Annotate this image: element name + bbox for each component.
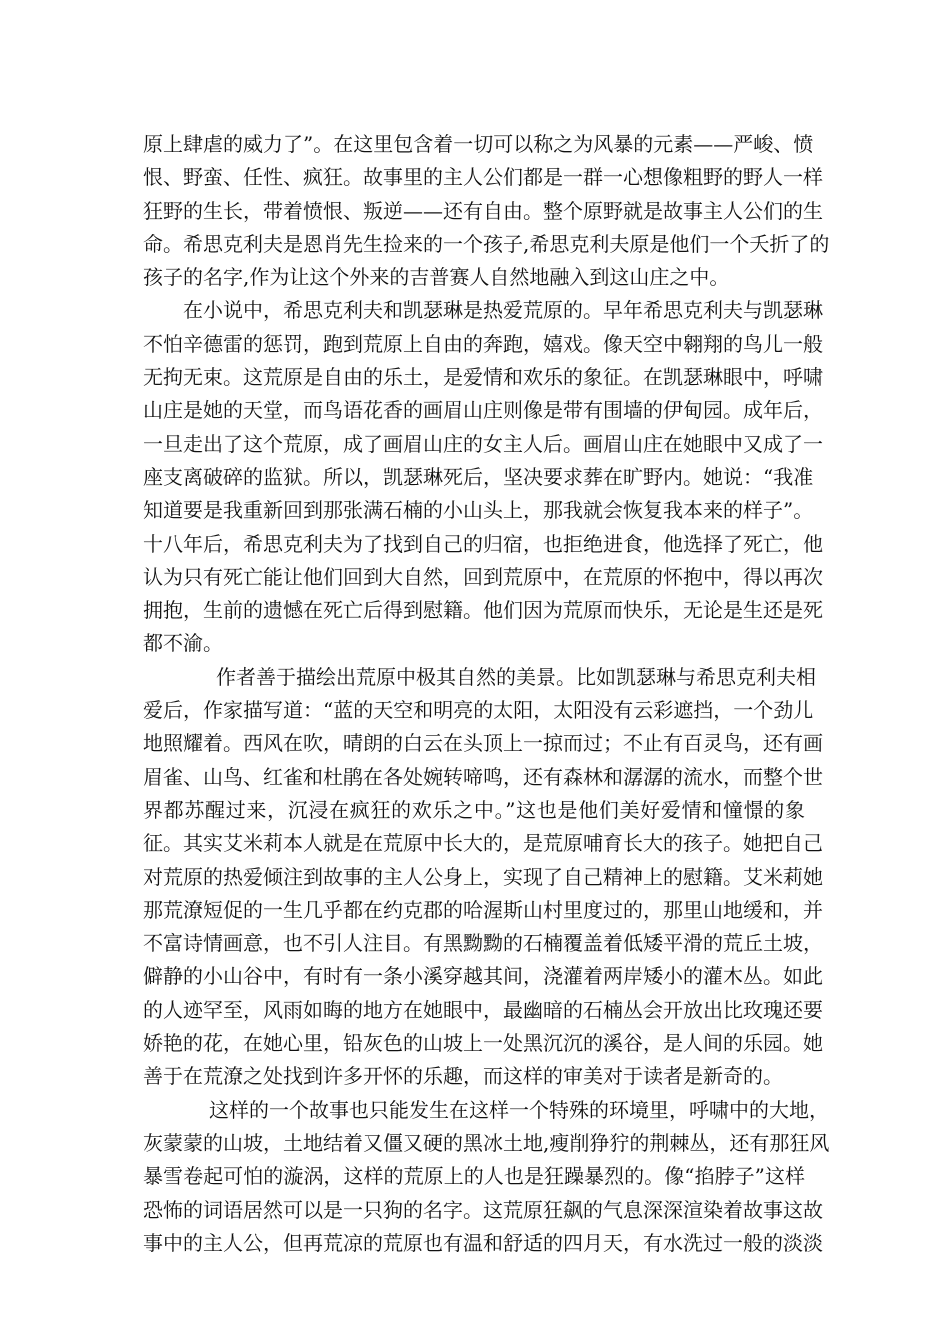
text-line: 爱后，作家描写道：“蓝的天空和明亮的太阳，太阳没有云彩遮挡，一个劲儿 (143, 698, 814, 723)
text-line: 作者善于描绘出荒原中极其自然的美景。比如凯瑟琳与希思克利夫相 (216, 664, 816, 689)
text-line: 一旦走出了这个荒原，成了画眉山庄的女主人后。画眉山庄在她眼中又成了一 (143, 431, 823, 456)
text-line: 山庄是她的天堂，而鸟语花香的画眉山庄则像是带有围墙的伊甸园。成年后， (143, 398, 823, 423)
text-line: 不怕辛德雷的惩罚，跑到荒原上自由的奔跑，嬉戏。像天空中翱翔的鸟儿一般 (143, 331, 823, 356)
paragraph-2 (143, 294, 823, 660)
text-line: 娇艳的花，在她心里，铅灰色的山坡上一处黑沉沉的溪谷，是人间的乐园。她 (143, 1031, 823, 1056)
text-line: 原上肆虐的威力了”。在这里包含着一切可以称之为风暴的元素——严峻、愤 (143, 132, 814, 156)
paragraph-1 (143, 128, 830, 294)
text-line: 都不渝。 (143, 631, 223, 656)
text-line: 征。其实艾米莉本人就是在荒原中长大的，是荒原哺育长大的孩子。她把自己 (143, 831, 823, 856)
text-line: 的人迹罕至，风雨如晦的地方在她眼中，最幽暗的石楠丛会开放出比玫瑰还要 (143, 997, 823, 1022)
text-line: 这样的一个故事也只能发生在这样一个特殊的环境里，呼啸中的大地， (209, 1097, 829, 1122)
text-line: 暴雪卷起可怕的漩涡，这样的荒原上的人也是狂躁暴烈的。像“掐脖子”这样 (143, 1164, 805, 1189)
text-line: 僻静的小山谷中，有时有一条小溪穿越其间，浇灌着两岸矮小的灌木丛。如此 (143, 964, 823, 989)
text-line: 不富诗情画意，也不引人注目。有黑黝黝的石楠覆盖着低矮平滑的荒丘土坡， (143, 931, 823, 956)
text-line: 在小说中，希思克利夫和凯瑟琳是热爱荒原的。早年希思克利夫与凯瑟琳 (183, 298, 823, 323)
text-line: 命。希思克利夫是恩肖先生捡来的一个孩子,希思克利夫原是他们一个夭折了的 (143, 231, 830, 256)
text-line: 知道要是我重新回到那张满石楠的小山头上，那我就会恢复我本来的样子”。 (143, 498, 814, 523)
text-line: 认为只有死亡能让他们回到大自然，回到荒原中，在荒原的怀抱中，得以再次 (143, 564, 823, 589)
text-line: 无拘无束。这荒原是自由的乐土，是爱情和欢乐的象征。在凯瑟琳眼中，呼啸 (143, 365, 823, 390)
text-line: 灰蒙蒙的山坡，土地结着又僵又硬的黑冰土地,瘦削狰狞的荆棘丛，还有那狂风 (143, 1130, 830, 1155)
text-line: 对荒原的热爱倾注到故事的主人公身上，实现了自己精神上的慰籍。艾米莉她 (143, 864, 823, 889)
text-line: 狂野的生长，带着愤恨、叛逆——还有自由。整个原野就是故事主人公们的生 (143, 198, 823, 223)
text-line: 孩子的名字,作为让这个外来的吉普赛人自然地融入到这山庄之中。 (143, 265, 730, 290)
text-line: 善于在荒潦之处找到许多开怀的乐趣，而这样的审美对于读者是新奇的。 (143, 1064, 783, 1089)
text-line: 恨、野蛮、任性、疯狂。故事里的主人公们都是一群一心想像粗野的野人一样 (143, 165, 823, 190)
text-line: 眉雀、山鸟、红雀和杜鹃在各处婉转啼鸣，还有森林和潺潺的流水，而整个世 (143, 764, 823, 789)
paragraph-3 (143, 661, 823, 1094)
paragraph-4 (143, 1094, 830, 1260)
text-line: 界都苏醒过来，沉浸在疯狂的欢乐之中。”这也是他们美好爱情和憧憬的象 (143, 797, 805, 822)
text-line: 那荒潦短促的一生几乎都在约克郡的哈渥斯山村里度过的，那里山地缓和，并 (143, 897, 823, 922)
text-line: 座支离破碎的监狱。所以，凯瑟琳死后，坚决要求葬在旷野内。她说：“我准 (143, 464, 814, 489)
document-page (143, 128, 830, 1260)
text-line: 恐怖的词语居然可以是一只狗的名字。这荒原狂飙的气息深深渲染着故事这故 (143, 1197, 823, 1222)
text-line: 拥抱，生前的遗憾在死亡后得到慰籍。他们因为荒原而快乐，无论是生还是死 (143, 598, 823, 623)
text-line: 地照耀着。西风在吹，晴朗的白云在头顶上一掠而过；不止有百灵鸟，还有画 (143, 731, 823, 756)
text-line: 十八年后，希思克利夫为了找到自己的归宿，也拒绝进食，他选择了死亡，他 (143, 531, 823, 556)
text-line: 事中的主人公，但再荒凉的荒原也有温和舒适的四月天，有水洗过一般的淡淡 (143, 1230, 823, 1255)
